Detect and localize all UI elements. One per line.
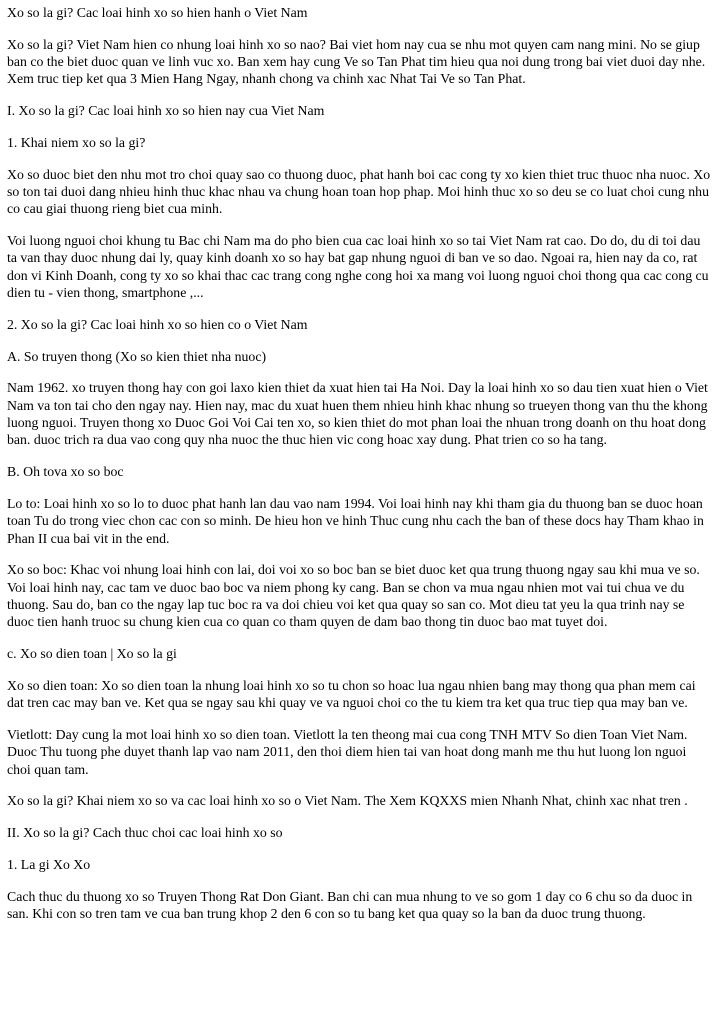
subsection-heading: 1. La gi Xo Xo (7, 856, 91, 872)
body-paragraph: Xo so la gi? Khai niem xo so va cac loai hinh xo so o Viet Nam. The Xem KQXXS mien Nhanh Nhat, chinh xac nhat tren . (7, 793, 688, 809)
body-paragraph: Cach thuc du thuong xo so Truyen Thong Rat Don Giant. Ban chi can mua nhung to ve so gom 1 day co 6 chu so da duoc in san. Khi con so tren tam ve cua ban trung khop 2 den 6 con so tu bang ket qua quay so la ban da duoc trung thuong. (7, 888, 693, 921)
body-paragraph: Xo so dien toan: Xo so dien toan la nhung loai hinh xo so tu chon so hoac lua ngau nhien bang may thong qua phan mem cai dat tren cac may ban ve. Ket qua se ngay sau khi quay ve va nguoi choi co the tu kiem tra ket qua truc tiep qua may ban ve. (7, 677, 696, 711)
subsection-heading: B. Oh tova xo so boc (7, 464, 124, 480)
body-paragraph: Xo so duoc biet den nhu mot tro choi quay sao co thuong duoc, phat hanh boi cac cong ty xo kien thiet truc thuoc nha nuoc. Xo so ton tai duoi dang nhieu hinh thuc khac nhau va chung hoan toan hop phap. Moi hinh thuc xo so deu se co luat choi cung nhu co cau giai thuong rieng biet cua minh. (7, 166, 711, 217)
body-paragraph: Voi luong nguoi choi khung tu Bac chi Nam ma do pho bien cua cac loai hinh xo so tai Viet Nam rat cao. Do do, du di toi dau ta van thay duoc nhung dai ly, quay kinh doanh xo so hay bat gap nhung nguoi di ban ve so dao. Ngoai ra, hien nay da co, rat don vi Kinh Doanh, cong ty xo so khai thac cac trang cong nghe cong hoi xa mang voi luong nguoi choi thong qua cac cong cu dien tu - vien thong, smartphone ,... (7, 233, 709, 301)
subsection-heading: c. Xo so dien toan | Xo so la gi (7, 646, 177, 662)
intro-paragraph: Xo so la gi? Viet Nam hien co nhung loai hinh xo so nao? Bai viet hom nay cua se nhu mot quyen cam nang mini. No se giup ban co the biet duoc quan ve linh vuc xo. Ban xem hay cung Ve so Tan Phat tim hieu qua noi dung trong bai viet duoi day nhe. Xem truc tiep ket qua 3 Mien Hang Ngay, nhanh chong va chinh xac Nhat Tai Ve so Tan Phat. (7, 36, 706, 87)
subsection-heading: 1. Khai niem xo so la gi? (7, 134, 146, 150)
section-heading: I. Xo so la gi? Cac loai hinh xo so hien nay cua Viet Nam (7, 103, 325, 119)
subsection-heading: A. So truyen thong (Xo so kien thiet nha nuoc) (7, 348, 267, 364)
body-paragraph: Nam 1962. xo truyen thong hay con goi laxo kien thiet da xuat hien tai Ha Noi. Day la loai hinh xo so dau tien xuat hien o Viet Nam va ton tai cho den ngay nay. Hien nay, mac du xuat huen them nhieu hinh khac nhung so trueyen thong van thu the khong luong nguoi. Truyen thong xo Duoc Goi Voi Cai ten xo, so kien thiet do mot phan loai the nhuan trong doanh on thu hoat dong ban. duoc trich ra dua vao cong quy nha nuoc the thuc hien vic cong hoac xay dung. Phat trien co so ha tang. (7, 380, 708, 448)
document-body (7, 4, 713, 922)
body-paragraph: Lo to: Loai hinh xo so lo to duoc phat hanh lan dau vao nam 1994. Voi loai hinh nay khi tham gia du thuong ban se duoc hoan toan Tu do trong viec chon cac con so minh. De hieu hon ve hinh Thuc cung nhu cach the ban of these docs hay Tham khao in Phan II cua bai vit in the end. (7, 495, 704, 546)
body-paragraph: Vietlott: Day cung la mot loai hinh xo so dien toan. Vietlott la ten theong mai cua cong TNH MTV So dien Toan Viet Nam. Duoc Thu tuong phe duyet thanh lap vao nam 2011, den thoi diem hien tai van hoat dong manh me thu hut luong lon nguoi choi quan tam. (7, 726, 688, 777)
subsection-heading: 2. Xo so la gi? Cac loai hinh xo so hien co o Viet Nam (7, 316, 308, 332)
body-paragraph: Xo so boc: Khac voi nhung loai hinh con lai, doi voi xo so boc ban se biet duoc ket qua trung thuong ngay sau khi mua ve so. Voi loai hinh nay, cac tam ve duoc bao boc va niem phong ky cang. Ban se chon va mua ngau nhien mot vai tui chua ve du thuong. Sau do, ban co the ngay lap tuc boc ra va doi chieu voi ket qua quay so san co. Mot dieu tat yeu la qua trinh nay se duoc tien hanh truoc su chung kien cua co quan co tham quyen de dam bao thong tin duoc bao mat tuyet doi. (7, 562, 700, 630)
document-title: Xo so la gi? Cac loai hinh xo so hien hanh o Viet Nam (7, 5, 308, 20)
section-heading: II. Xo so la gi? Cach thuc choi cac loai hinh xo so (7, 825, 283, 841)
